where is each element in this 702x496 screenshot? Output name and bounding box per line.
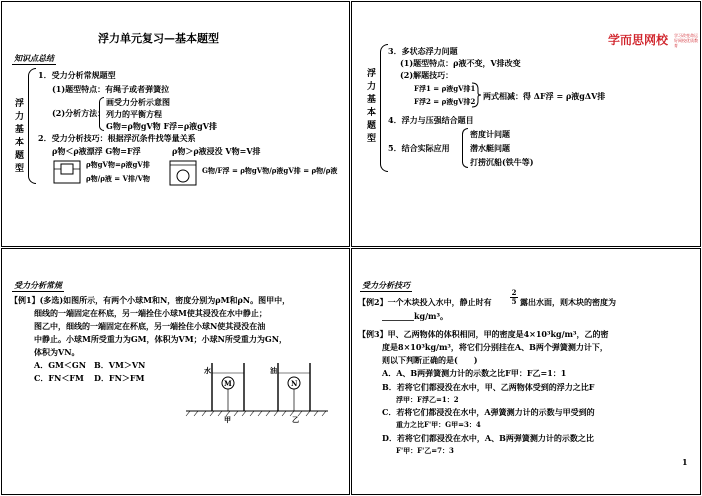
ball-m-label: M bbox=[224, 379, 232, 388]
q1-line-2: 细线的一端固定在杯底，另一端拴住小球M使其浸没在水中静止； bbox=[34, 308, 267, 318]
q2-line-2: ________kg/m³。 bbox=[382, 311, 449, 321]
eq-left-2: ρ物/ρ液 = V排/V物 bbox=[86, 174, 151, 183]
item-3a: (1)题型特点：ρ液不变，V排改变 bbox=[400, 58, 521, 68]
item-1b2: 列力的平衡方程 bbox=[106, 109, 162, 119]
item-3-f1: F浮1 = ρ液gV排1 bbox=[414, 84, 476, 93]
item-3b: (2)解题技巧： bbox=[400, 70, 454, 80]
item-1b1: 画受力分析示意图 bbox=[106, 97, 170, 107]
eq-left-1: ρ物gV物=ρ液gV排 bbox=[86, 160, 150, 169]
q3-line-1: 【例3】甲、乙两物体的体积相同，甲的密度是4×10³kg/m³，乙的密 bbox=[358, 329, 609, 339]
option-a: A．A、B两弹簧测力计的示数之比F甲：F乙=1：1 bbox=[382, 368, 567, 378]
slide-more-question-types bbox=[351, 1, 701, 247]
fraction-denominator: 5 bbox=[511, 297, 517, 306]
item-2-right: ρ物＞ρ液浸没 V物=V排 bbox=[172, 146, 261, 156]
brand-logo-sub: 学习改变命运 好网校优质教育 bbox=[674, 33, 698, 48]
option-d: D．FN＞FM bbox=[94, 373, 145, 383]
fig-label-water: 水 bbox=[204, 366, 211, 375]
q1-line-5: 体积为VN。 bbox=[34, 347, 80, 357]
q3-line-3: 则以下判断正确的是( ) bbox=[382, 355, 478, 365]
item-4: 4．浮力与压强结合题目 bbox=[388, 115, 474, 125]
q1-line-1: 【例1】(多选)如图所示，有两个小球M和N，密度分别为ρM和ρN。图甲中， bbox=[10, 295, 291, 305]
item-3-f2: F浮2 = ρ液gV排2 bbox=[414, 97, 476, 106]
section-tag: 受力分析常规 bbox=[14, 280, 62, 290]
caption-yi: 乙 bbox=[292, 415, 299, 424]
item-2: 2．受力分析技巧：根据浮沉条件找等量关系 bbox=[38, 133, 196, 143]
side-label: 浮力基本题型 bbox=[366, 69, 376, 144]
item-5a: 密度计问题 bbox=[470, 129, 510, 139]
item-1a: (1)题型特点：有绳子或者弹簧拉 bbox=[52, 84, 170, 94]
option-a: A．GM＜GN bbox=[34, 360, 87, 370]
q1-line-3: 图乙中，细线的一端固定在杯底，另一端拴住小球N使其浸没在油 bbox=[34, 321, 266, 331]
page-number: 1 bbox=[682, 457, 688, 467]
option-b: B．VM＞VN bbox=[94, 360, 146, 370]
brand-logo: 学而思网校 bbox=[608, 33, 669, 47]
brace-small bbox=[462, 128, 468, 168]
option-c: C．FN＜FM bbox=[34, 373, 84, 383]
slide-knowledge-summary bbox=[1, 1, 350, 247]
slide-examples-2-3 bbox=[351, 248, 701, 495]
option-c-line-1: C．若将它们都浸没在水中，A弹簧测力计的示数与甲受到的 bbox=[382, 407, 595, 417]
item-3-sub: 两式相减：得 ΔF浮 = ρ液gΔV排 bbox=[483, 91, 606, 101]
option-b-line-1: B．若将它们都浸没在水中，甲、乙两物体受到的浮力之比F bbox=[382, 382, 595, 392]
item-5: 5．结合实际应用 bbox=[388, 143, 450, 153]
ball-n-label: N bbox=[291, 379, 298, 388]
q2-fraction bbox=[510, 289, 518, 306]
caption-jia: 甲 bbox=[224, 415, 231, 424]
q1-line-4: 中静止。小球M所受重力为GM，体积为VM；小球N所受重力为GN， bbox=[34, 334, 288, 344]
item-2-left: ρ物＜ρ液漂浮 G物=F浮 bbox=[52, 146, 141, 156]
brace bbox=[380, 44, 388, 172]
option-b-line-2: 浮甲：F浮乙=1：2 bbox=[396, 395, 459, 404]
option-c-line-2: 重力之比F'甲：G甲=3：4 bbox=[396, 420, 481, 429]
fig-label-oil: 油 bbox=[270, 366, 277, 375]
fraction-numerator: 2 bbox=[511, 288, 517, 297]
item-3: 3．多状态浮力问题 bbox=[388, 46, 458, 56]
side-label: 浮力基本题型 bbox=[14, 99, 24, 174]
submerged-ball-figure bbox=[168, 159, 198, 187]
right-brace-icon bbox=[470, 82, 482, 108]
slide-example-1 bbox=[1, 248, 350, 495]
section-tag: 受力分析技巧 bbox=[362, 280, 410, 290]
brace bbox=[28, 68, 36, 184]
item-1: 1．受力分析常规题型 bbox=[38, 70, 116, 80]
q2-line-1: 【例2】一个木块投入水中，静止时有 bbox=[358, 297, 492, 307]
floating-block-figure bbox=[52, 159, 82, 185]
eq-right-1: G物/F浮 = ρ物gV物/ρ液gV排 = ρ物/ρ液 bbox=[202, 166, 338, 175]
item-1b3: G物=ρ物gV物 F浮=ρ液gV排 bbox=[106, 121, 217, 131]
slide-title: 浮力单元复习—基本题型 bbox=[98, 32, 219, 45]
item-5b: 潜水艇问题 bbox=[470, 143, 510, 153]
section-tag: 知识点总结 bbox=[14, 53, 54, 63]
item-5c: 打捞沉船(铁牛等) bbox=[470, 157, 534, 167]
q2-line-1b: 露出水面，则木块的密度为 bbox=[520, 297, 616, 307]
item-1b-label: (2)分析方法： bbox=[52, 108, 106, 118]
q3-line-2: 度是8×10³kg/m³，将它们分别挂在A、B两个弹簧测力计下， bbox=[382, 342, 608, 352]
brace-small bbox=[99, 97, 104, 131]
option-d-line-2: F'甲：F'乙=7：3 bbox=[396, 446, 454, 455]
option-d-line-1: D．若将它们都浸没在水中，A、B两弹簧测力计的示数之比 bbox=[382, 433, 594, 443]
